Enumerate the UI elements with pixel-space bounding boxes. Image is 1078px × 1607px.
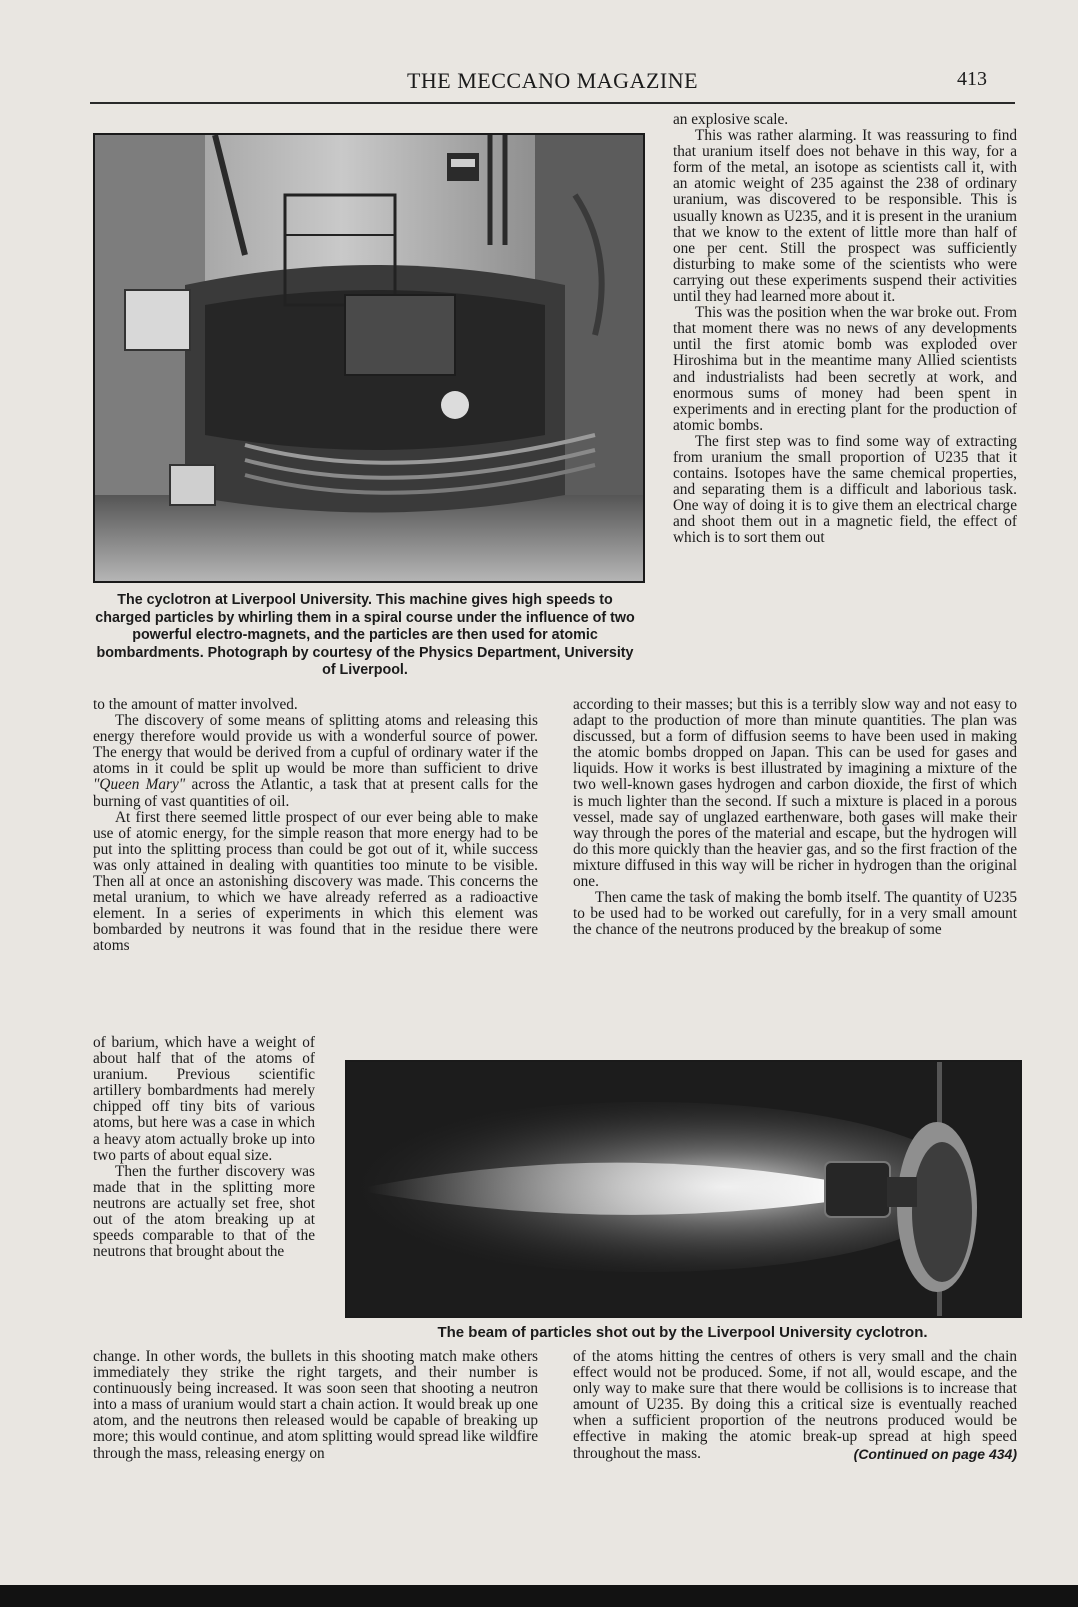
text-run: The discovery of some means of splitting atoms and releasing this energy therefore would provide us with a wonderful source of power. The energy that would be derived from a cupful of ordinary water if the atoms in it could be split up would be more than sufficient to drive xyxy=(93,712,538,778)
paragraph: At first there seemed little prospect of our ever being able to make use of atomic energy, for the simple reason that more energy had to be put into the splitting process than could be got out of it, while success was only attained in dealing with quantities too minute to be visible. Then all at once an astonishing discovery was made. This concerns the metal uranium, to which we have already referred as a radioactive element. In a series of experiments in which this element was bombarded by neutrons it was found that in the residue there were atoms xyxy=(93,808,538,955)
cyclotron-caption: The cyclotron at Liverpool University. This machine gives high speeds to charged particles by whirling them in a spiral course under the influence of two powerful electro-magnets, and the particles are then used for atomic bombardments. Photograph by courtesy of the Physics Department, University of Liverpool. xyxy=(95,592,635,678)
text-run: across the Atlantic, a task that at present calls for the burning of vast quantities of oil. xyxy=(93,776,538,810)
right-column-top-text xyxy=(673,112,1017,547)
paragraph: Then came the task of making the bomb itself. The quantity of U235 to be used had to be worked out carefully, for in a very small amount the chance of the neutrons produced by the breakup of some xyxy=(573,889,1017,939)
narrow-column-text xyxy=(93,1035,315,1260)
right-column-middle-text xyxy=(573,697,1017,938)
ship-name: "Queen Mary" xyxy=(93,776,186,794)
page-header xyxy=(90,68,1015,104)
left-column-bottom-text xyxy=(93,1349,538,1462)
paragraph: Then the further discovery was made that in the splitting more neutrons are actually set free, shot out of the atom breaking up at speeds comparable to that of the neutrons that brought about the xyxy=(93,1162,315,1261)
scan-bottom-edge xyxy=(0,1585,1078,1607)
paragraph: of barium, which have a weight of about half that of the atoms of uranium. Previous scientific artillery bombardments had merely chipped off tiny bits of various atoms, but here was a case in which a heavy atom actually broke up into two parts of about equal size. xyxy=(93,1034,315,1164)
beam-caption: The beam of particles shot out by the Liverpool University cyclotron. xyxy=(437,1324,928,1341)
right-column-bottom-text xyxy=(573,1349,1017,1463)
continued-on-page-text: (Continued on page 434) xyxy=(853,1445,1017,1462)
paragraph: The first step was to find some way of extracting from uranium the small proportion of U235 that it contains. Isotopes have the same chemical properties, and separating them is a difficult and laborious task. One way of doing it is to give them an electrical charge and shoot them out in a magnetic field, the effect of which is to sort them out xyxy=(673,432,1017,547)
paragraph: This was the position when the war broke out. From that moment there was no news of any developments until the first atomic bomb was exploded over Hiroshima but in the meantime many Allied scientists and industrialists had been secretly at work, and enormous sums of money had been spent in experiments and in erecting plant for the production of atomic bombs. xyxy=(673,304,1017,434)
paragraph: according to their masses; but this is a terribly slow way and not easy to adapt to the production of more than minute quantities. The plan was discussed, but a form of diffusion seems to have been used in making the atomic bombs dropped on Japan. This can be used for gases and liquids. How it works is best illustrated by imagining a mixture of the two well-known gases hydrogen and carbon dioxide, the first of which is much lighter than the second. If such a mixture is placed in a porous vessel, made say of unglazed earthenware, both gases will make their way through the pores of the material and escape, but the hydrogen will do this more quickly than the heavier gas, and so the first fraction of the mixture diffused in this way will be richer in hydrogen than the original one. xyxy=(573,696,1017,891)
paragraph: of the atoms hitting the centres of others is very small and the chain effect would not be produced. Some, if not all, would escape, and the only way to make sure that there would be collisions is to increase that amount of U235. By doing this a critical size is eventually reached when a sufficient proportion of the neutrons produced would be effective in making the atomic break-up spread at high speed throughout the mass. xyxy=(573,1348,1017,1462)
particle-beam-illustration xyxy=(347,1062,1020,1316)
paragraph: to the amount of matter involved. xyxy=(93,696,298,713)
paragraph: This was rather alarming. It was reassuring to find that uranium itself does not behave in this way, for a form of the metal, an isotope as scientists call it, with an atomic weight of 235 against the 238 of ordinary uranium, was discovered to be responsible. This is usually known as U235, and it is present in the uranium that we know to the extent of little more than half of one per cent. Still the prospect was sufficiently disturbing to make some of the scientists who were carrying out these experiments suspend their activities until they had learned more about it. xyxy=(673,127,1017,306)
magazine-title: THE MECCANO MAGAZINE xyxy=(406,68,699,93)
page-number: 413 xyxy=(957,68,987,90)
cyclotron-photo xyxy=(93,133,645,583)
paragraph: change. In other words, the bullets in this shooting match make others immediately they strike the right targets, and their number is continuously being increased. It was soon seen that shooting a neutron into a mass of uranium would start a chain action. It would break up one atom, and the neutrons then released would be capable of breaking up more; this would continue, and atom splitting would spread like wildfire through the mass, releasing energy on xyxy=(93,1348,538,1462)
particle-beam-photo xyxy=(345,1060,1022,1318)
paragraph xyxy=(93,713,538,810)
paragraph: an explosive scale. xyxy=(673,111,789,128)
left-column-middle-text xyxy=(93,697,538,955)
cyclotron-illustration xyxy=(95,135,643,581)
